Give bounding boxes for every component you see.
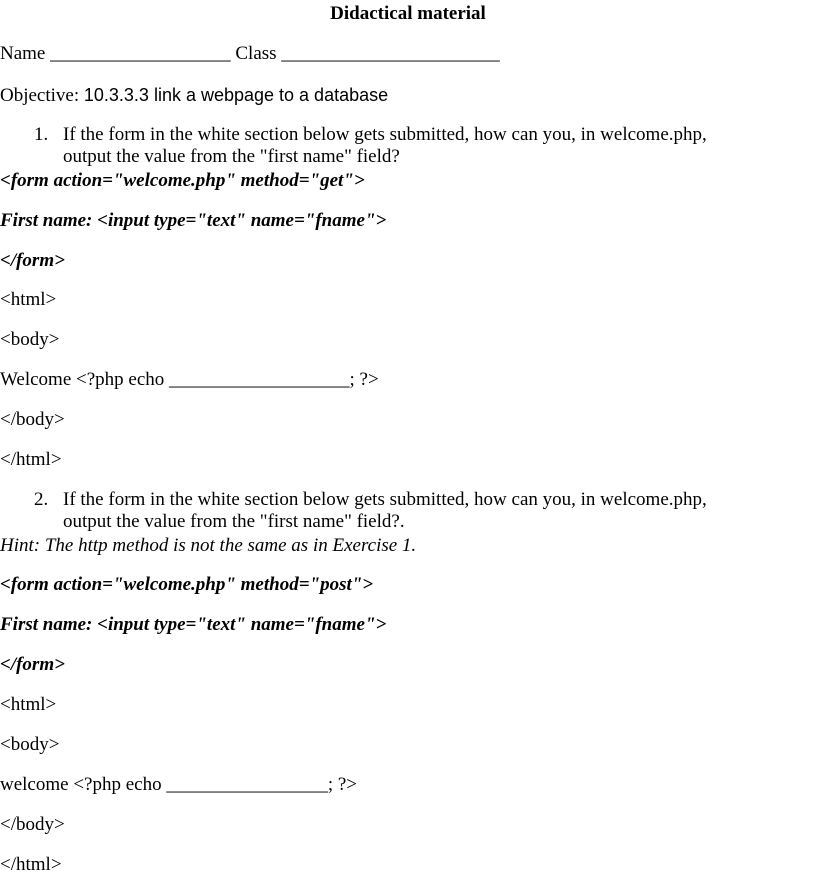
exercise-2-question-line-1: If the form in the white section below gets submitted, how can you, in welcome.php,	[63, 489, 707, 510]
exercise-1-code-input: First name: <input type="text" name="fname">	[0, 210, 387, 231]
exercise-2-body-close: </body>	[0, 814, 65, 835]
exercise-2-code-form-open: <form action="welcome.php" method="post">	[0, 574, 374, 595]
exercise-1-number: 1.	[34, 124, 49, 145]
objective-text: 10.3.3.3 link a webpage to a database	[83, 85, 389, 105]
exercise-1-html-close: </html>	[0, 449, 62, 470]
exercise-2-html-close: </html>	[0, 854, 62, 875]
exercise-2-hint: Hint: The http method is not the same as in Exercise 1.	[0, 535, 417, 556]
exercise-1-question-line-2: output the value from the "first name" field?	[63, 146, 400, 167]
objective-label: Objective:	[0, 85, 84, 106]
name-class-line: Name ___________________ Class _______________________	[0, 43, 500, 64]
exercise-1-question-line-1: If the form in the white section below gets submitted, how can you, in welcome.php,	[63, 124, 707, 145]
exercise-2-question-line-2: output the value from the "first name" field?.	[63, 511, 405, 532]
exercise-1-code-form-close: </form>	[0, 250, 65, 271]
exercise-1-body-open: <body>	[0, 329, 60, 350]
exercise-2-html-open: <html>	[0, 694, 57, 715]
exercise-2-body-open: <body>	[0, 734, 60, 755]
exercise-1-echo-line: Welcome <?php echo ___________________; ?>	[0, 369, 379, 390]
objective	[0, 84, 388, 107]
exercise-1-body-close: </body>	[0, 409, 65, 430]
exercise-1-code-form-open: <form action="welcome.php" method="get">	[0, 170, 365, 191]
exercise-2-echo-line: welcome <?php echo _________________; ?>	[0, 774, 358, 795]
exercise-2-code-form-close: </form>	[0, 654, 65, 675]
exercise-1-html-open: <html>	[0, 289, 57, 310]
exercise-2-code-input: First name: <input type="text" name="fname">	[0, 614, 387, 635]
exercise-2-number: 2.	[34, 489, 49, 510]
page-title: Didactical material	[330, 3, 486, 24]
